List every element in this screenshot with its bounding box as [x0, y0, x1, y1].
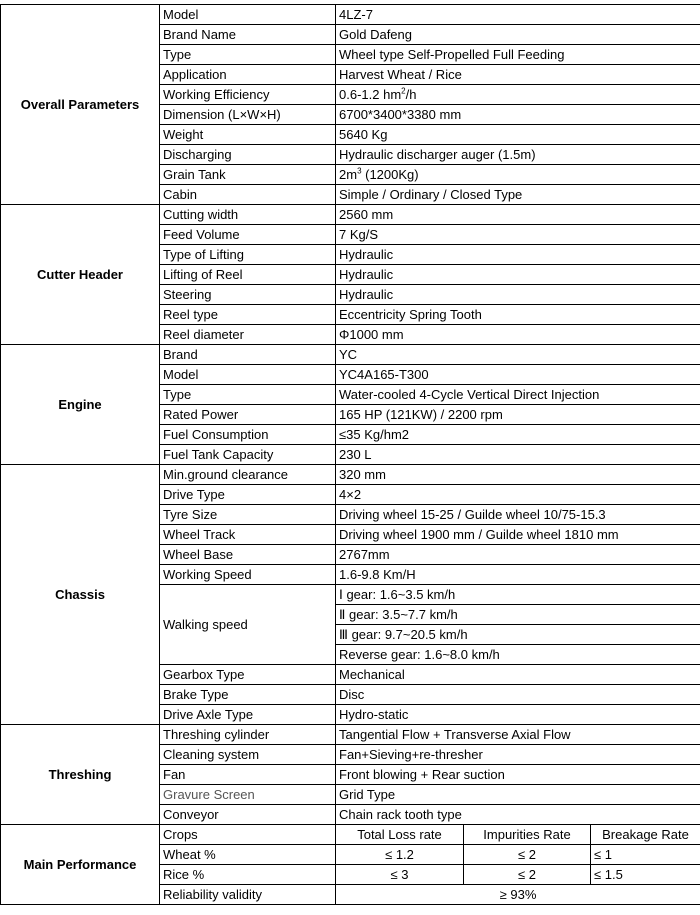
row-label: Wheat % [160, 845, 336, 865]
row-value: Hydraulic [336, 265, 700, 285]
row-label: Working Speed [160, 565, 336, 585]
section-threshing: Threshing [1, 725, 160, 825]
wheat-impurities: ≤ 2 [464, 845, 591, 865]
row-label: Gravure Screen [160, 785, 336, 805]
row-value: Harvest Wheat / Rice [336, 65, 700, 85]
row-label: Threshing cylinder [160, 725, 336, 745]
row-label: Brand [160, 345, 336, 365]
row-label: Tyre Size [160, 505, 336, 525]
row-label: Fuel Consumption [160, 425, 336, 445]
table-row [1, 345, 700, 365]
section-main-performance: Main Performance [1, 825, 160, 905]
row-label: Cleaning system [160, 745, 336, 765]
row-label: Fuel Tank Capacity [160, 445, 336, 465]
performance-header-breakage: Breakage Rate [591, 825, 700, 845]
row-label: Grain Tank [160, 165, 336, 185]
table-row [1, 725, 700, 745]
section-chassis: Chassis [1, 465, 160, 725]
section-engine: Engine [1, 345, 160, 465]
row-label: Fan [160, 765, 336, 785]
row-value: Disc [336, 685, 700, 705]
row-value: Grid Type [336, 785, 700, 805]
row-label: Wheel Base [160, 545, 336, 565]
row-value: Tangential Flow + Transverse Axial Flow [336, 725, 700, 745]
row-value: Φ1000 mm [336, 325, 700, 345]
performance-header-crops: Crops [160, 825, 336, 845]
row-value: Mechanical [336, 665, 700, 685]
row-value: YC4A165-T300 [336, 365, 700, 385]
section-overall-parameters: Overall Parameters [1, 5, 160, 205]
row-value: Chain rack tooth type [336, 805, 700, 825]
row-label: Model [160, 5, 336, 25]
row-value: 2560 mm [336, 205, 700, 225]
row-label: Brake Type [160, 685, 336, 705]
walking-speed-value: Reverse gear: 1.6~8.0 km/h [336, 645, 700, 665]
row-label: Type [160, 385, 336, 405]
row-value: 7 Kg/S [336, 225, 700, 245]
row-value: Simple / Ordinary / Closed Type [336, 185, 700, 205]
row-label: Dimension (L×W×H) [160, 105, 336, 125]
row-value: 230 L [336, 445, 700, 465]
wheat-breakage: ≤ 1 [591, 845, 700, 865]
row-value: 5640 Kg [336, 125, 700, 145]
row-label: Cabin [160, 185, 336, 205]
row-value: Driving wheel 1900 mm / Guilde wheel 1810 mm [336, 525, 700, 545]
table-row [1, 5, 700, 25]
row-label: Feed Volume [160, 225, 336, 245]
row-value: YC [336, 345, 700, 365]
row-label: Wheel Track [160, 525, 336, 545]
row-value: Hydro-static [336, 705, 700, 725]
row-label: Gearbox Type [160, 665, 336, 685]
row-value: Driving wheel 15-25 / Guilde wheel 10/75-15.3 [336, 505, 700, 525]
row-label: Model [160, 365, 336, 385]
row-label: Drive Axle Type [160, 705, 336, 725]
row-label: Reliability validity [160, 885, 336, 905]
row-label: Brand Name [160, 25, 336, 45]
walking-speed-value: Ⅱ gear: 3.5~7.7 km/h [336, 605, 700, 625]
row-value: 165 HP (121KW) / 2200 rpm [336, 405, 700, 425]
row-value: Eccentricity Spring Tooth [336, 305, 700, 325]
row-label: Min.ground clearance [160, 465, 336, 485]
row-label: Cutting width [160, 205, 336, 225]
table-row [1, 825, 700, 845]
row-value: Front blowing + Rear suction [336, 765, 700, 785]
section-cutter-header: Cutter Header [1, 205, 160, 345]
row-label: Weight [160, 125, 336, 145]
performance-header-impurities: Impurities Rate [464, 825, 591, 845]
row-label: Steering [160, 285, 336, 305]
row-value: 320 mm [336, 465, 700, 485]
walking-speed-value: Ⅲ gear: 9.7~20.5 km/h [336, 625, 700, 645]
row-value: Wheel type Self-Propelled Full Feeding [336, 45, 700, 65]
rice-loss: ≤ 3 [336, 865, 464, 885]
spec-table [0, 4, 700, 905]
rice-breakage: ≤ 1.5 [591, 865, 700, 885]
row-value: Hydraulic [336, 285, 700, 305]
row-label: Lifting of Reel [160, 265, 336, 285]
row-value: Hydraulic discharger auger (1.5m) [336, 145, 700, 165]
reliability-value: ≥ 93% [336, 885, 700, 905]
row-value: Gold Dafeng [336, 25, 700, 45]
row-value: 2767mm [336, 545, 700, 565]
row-label: Reel type [160, 305, 336, 325]
row-value: Water-cooled 4-Cycle Vertical Direct Injection [336, 385, 700, 405]
row-label: Rice % [160, 865, 336, 885]
walking-speed-value: Ⅰ gear: 1.6~3.5 km/h [336, 585, 700, 605]
table-row [1, 465, 700, 485]
row-value: 4LZ-7 [336, 5, 700, 25]
table-row [1, 205, 700, 225]
row-label: Reel diameter [160, 325, 336, 345]
row-label: Conveyor [160, 805, 336, 825]
row-label: Drive Type [160, 485, 336, 505]
walking-speed-label: Walking speed [160, 585, 336, 665]
wheat-loss: ≤ 1.2 [336, 845, 464, 865]
row-label: Application [160, 65, 336, 85]
row-value: 0.6-1.2 $hm^2/h$ [336, 85, 700, 105]
row-value: ≤35 Kg/hm2 [336, 425, 700, 445]
row-value: 6700*3400*3380 mm [336, 105, 700, 125]
row-value: 4×2 [336, 485, 700, 505]
rice-impurities: ≤ 2 [464, 865, 591, 885]
row-value: 1.6-9.8 Km/H [336, 565, 700, 585]
performance-header-loss: Total Loss rate [336, 825, 464, 845]
row-value: Hydraulic [336, 245, 700, 265]
row-label: Working Efficiency [160, 85, 336, 105]
row-label: Type [160, 45, 336, 65]
row-label: Rated Power [160, 405, 336, 425]
row-label: Discharging [160, 145, 336, 165]
row-label: Type of Lifting [160, 245, 336, 265]
row-value: $2m^3$ (1200Kg) [336, 165, 700, 185]
row-value: Fan+Sieving+re-thresher [336, 745, 700, 765]
